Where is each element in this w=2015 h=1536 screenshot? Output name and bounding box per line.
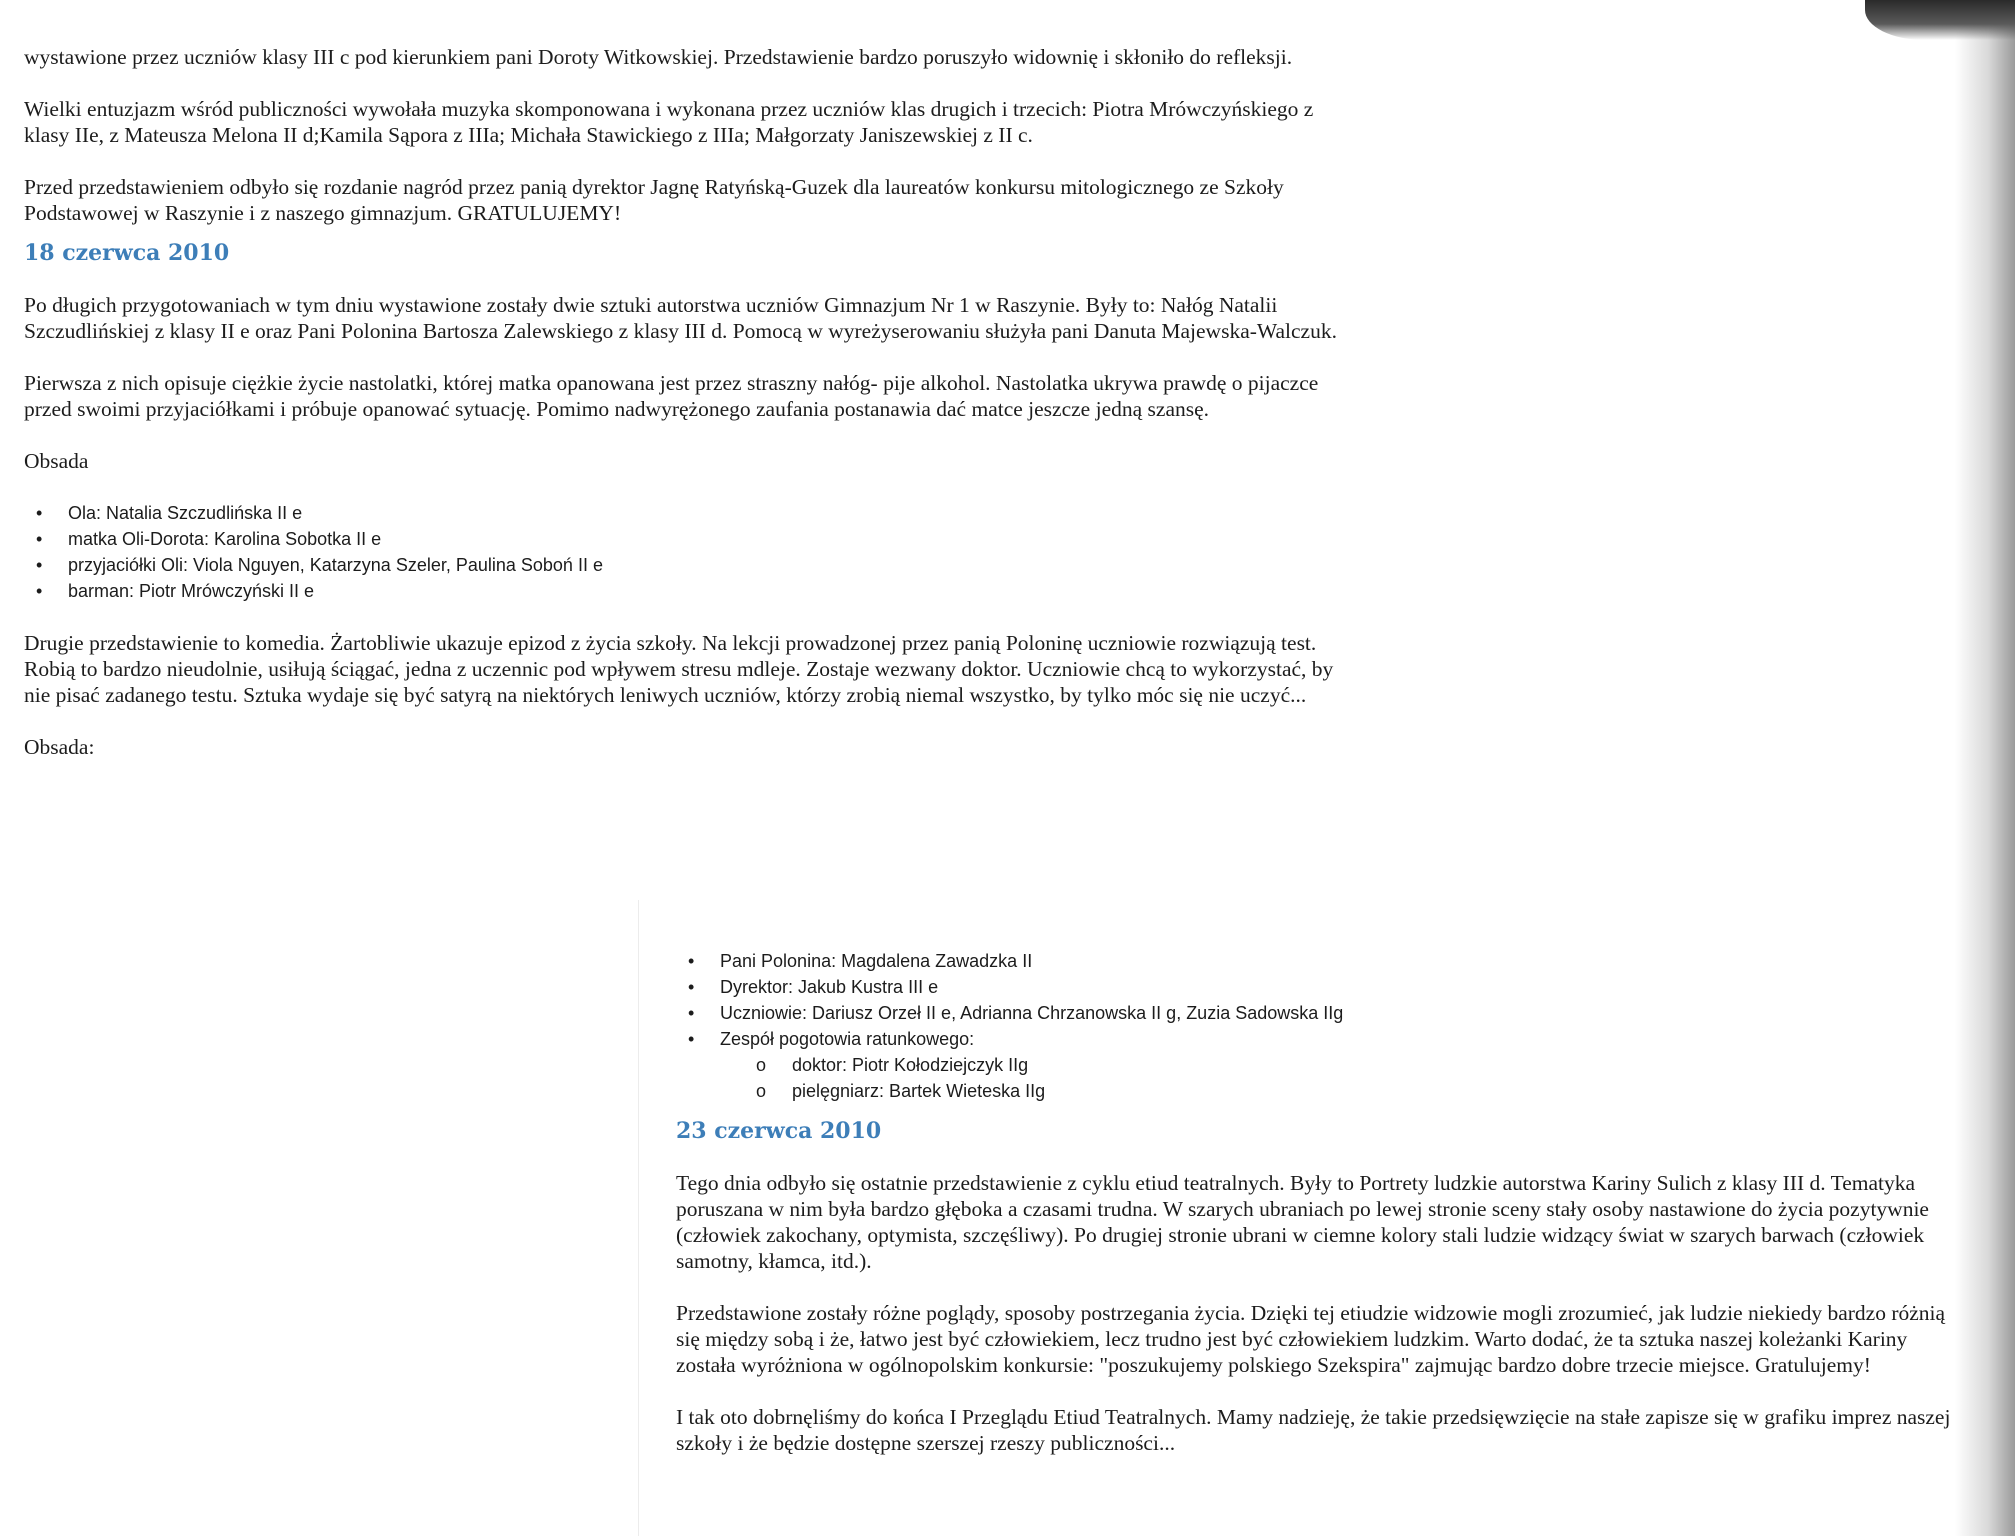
- bullet-icon: •: [36, 555, 43, 575]
- hollow-bullet-icon: o: [756, 1055, 767, 1075]
- bullet-icon: •: [36, 581, 43, 601]
- cast-entry: barman: Piotr Mrówczyński II e: [68, 581, 315, 601]
- cast-label-second: Obsada:: [24, 735, 95, 759]
- list-item: [24, 552, 1359, 578]
- list-item: [24, 526, 1359, 552]
- cast-entry: przyjaciółki Oli: Viola Nguyen, Katarzyna Szeler, Paulina Soboń II e: [68, 555, 603, 575]
- paragraph-first-play: Pierwsza z nich opisuje ciężkie życie nastolatki, której matka opanowana jest przez straszny nałóg- pije alkohol. Nastolatka ukrywa prawdę o pijaczce przed swoimi przyjaciółkami i próbuje opanować sytuację. Pomimo nadwyrężonego zaufania postanawia dać matce jeszcze jedną szansę.: [24, 371, 1319, 421]
- paragraph-closing: I tak oto dobrnęliśmy do końca I Przeglądu Etiud Teatralnych. Mamy nadzieję, że takie przedsięwzięcie na stałe zapisze się w grafiku imprez naszej szkoły i że będzie dostępne szerszej rzeszy publiczności...: [676, 1405, 1951, 1455]
- date-heading-23-june: 23 czerwca 2010: [676, 1118, 882, 1144]
- bullet-icon: •: [36, 529, 43, 549]
- list-item: [24, 500, 1359, 526]
- list-item: [720, 1052, 1971, 1078]
- cast-label-first: Obsada: [24, 449, 89, 473]
- list-item: [720, 1078, 1971, 1104]
- cast-entry: matka Oli-Dorota: Karolina Sobotka II e: [68, 529, 382, 549]
- cast-entry: doktor: Piotr Kołodziejczyk IIg: [792, 1055, 1029, 1075]
- paragraph-awards: Przed przedstawieniem odbyło się rozdanie nagród przez panią dyrektor Jagnę Ratyńską-Guzek dla laureatów konkursu mitologicznego ze Szkoły Podstawowej w Raszynie i z naszego gimnazjum. GRATULUJEMY!: [24, 175, 1284, 225]
- date-heading-18-june: 18 czerwca 2010: [24, 240, 230, 266]
- paragraph-portraits: Tego dnia odbyło się ostatnie przedstawienie z cyklu etiud teatralnych. Były to Portrety ludzkie autorstwa Kariny Sulich z klasy III d. Tematyka poruszana w nim była bardzo głęboka a czasami trudna. W szarych ubraniach po lewej stronie sceny stały osoby nastawione do życia pozytywnie (człowiek zakochany, optymista, szczęśliwy). Po drugiej stronie ubrani w ciemne kolory stali ludzie widzący świat w szarych barwach (człowiek samotny, kłamca, itd.).: [676, 1171, 1929, 1273]
- paragraph-music-intro: wystawione przez uczniów klasy III c pod kierunkiem pani Doroty Witkowskiej. Przedstawienie bardzo poruszyło widownię i skłoniło do refleksji.: [24, 45, 1293, 69]
- list-item: [676, 974, 1971, 1000]
- bullet-icon: •: [688, 1003, 695, 1023]
- bullet-icon: •: [688, 951, 695, 971]
- right-column: [676, 948, 1971, 1456]
- scan-corner-shadow: [1865, 0, 2015, 40]
- cast-list-second: [676, 948, 1971, 1104]
- cast-sublist: [720, 1052, 1971, 1104]
- paragraph-second-play: Drugie przedstawienie to komedia. Żartobliwie ukazuje epizod z życia szkoły. Na lekcji prowadzonej przez panią Poloninę uczniowie rozwiązują test. Robią to bardzo nieudolnie, usiłują ściągać, jedna z uczennic pod wpływem stresu mdleje. Zostaje wezwany doktor. Uczniowie chcą to wykorzystać, by nie pisać zadanego testu. Sztuka wydaje się być satyrą na niektórych leniwych uczniów, którzy zrobią niemal wszystko, by tylko móc się nie uczyć...: [24, 631, 1334, 707]
- bullet-icon: •: [36, 503, 43, 523]
- bullet-icon: •: [688, 1029, 695, 1049]
- cast-entry: Uczniowie: Dariusz Orzeł II e, Adrianna Chrzanowska II g, Zuzia Sadowska IIg: [720, 1003, 1344, 1023]
- cast-entry: Ola: Natalia Szczudlińska II e: [68, 503, 303, 523]
- paragraph-music: Wielki entuzjazm wśród publiczności wywołała muzyka skomponowana i wykonana przez uczniów klas drugich i trzecich: Piotra Mrówczyńskiego z klasy IIe, z Mateusza Melona II d;Kamila Sąpora z IIIa; Michała Stawickiego z IIIa; Małgorzaty Janiszewskiej z II c.: [24, 97, 1314, 147]
- hollow-bullet-icon: o: [756, 1081, 767, 1101]
- list-item: [676, 1026, 1971, 1104]
- left-column: [24, 44, 1359, 760]
- bullet-icon: •: [688, 977, 695, 997]
- cast-list-first: [24, 500, 1359, 604]
- paragraph-plays-intro: Po długich przygotowaniach w tym dniu wystawione zostały dwie sztuki autorstwa uczniów Gimnazjum Nr 1 w Raszynie. Były to: Nałóg Natalii Szczudlińskiej z klasy II e oraz Pani Polonina Bartosza Zalewskiego z klasy III d. Pomocą w wyreżyserowaniu służyła pani Danuta Majewska-Walczuk.: [24, 293, 1337, 343]
- cast-entry: Zespół pogotowia ratunkowego:: [720, 1029, 975, 1049]
- list-item: [676, 1000, 1971, 1026]
- page-fold-line: [638, 900, 639, 1536]
- cast-entry: Pani Polonina: Magdalena Zawadzka II: [720, 951, 1033, 971]
- list-item: [676, 948, 1971, 974]
- list-item: [24, 578, 1359, 604]
- paragraph-views: Przedstawione zostały różne poglądy, sposoby postrzegania życia. Dzięki tej etiudzie widzowie mogli zrozumieć, jak ludzie niekiedy bardzo różnią się między sobą i że, łatwo jest być człowiekiem, lecz trudno jest być człowiekiem ludzkim. Warto dodać, że ta sztuka naszej koleżanki Kariny została wyróżniona w ogólnopolskim konkursie: "poszukujemy polskiego Szekspira" zajmując bardzo dobre trzecie miejsce. Gratulujemy!: [676, 1301, 1946, 1377]
- cast-entry: Dyrektor: Jakub Kustra III e: [720, 977, 939, 997]
- cast-entry: pielęgniarz: Bartek Wieteska IIg: [792, 1081, 1046, 1101]
